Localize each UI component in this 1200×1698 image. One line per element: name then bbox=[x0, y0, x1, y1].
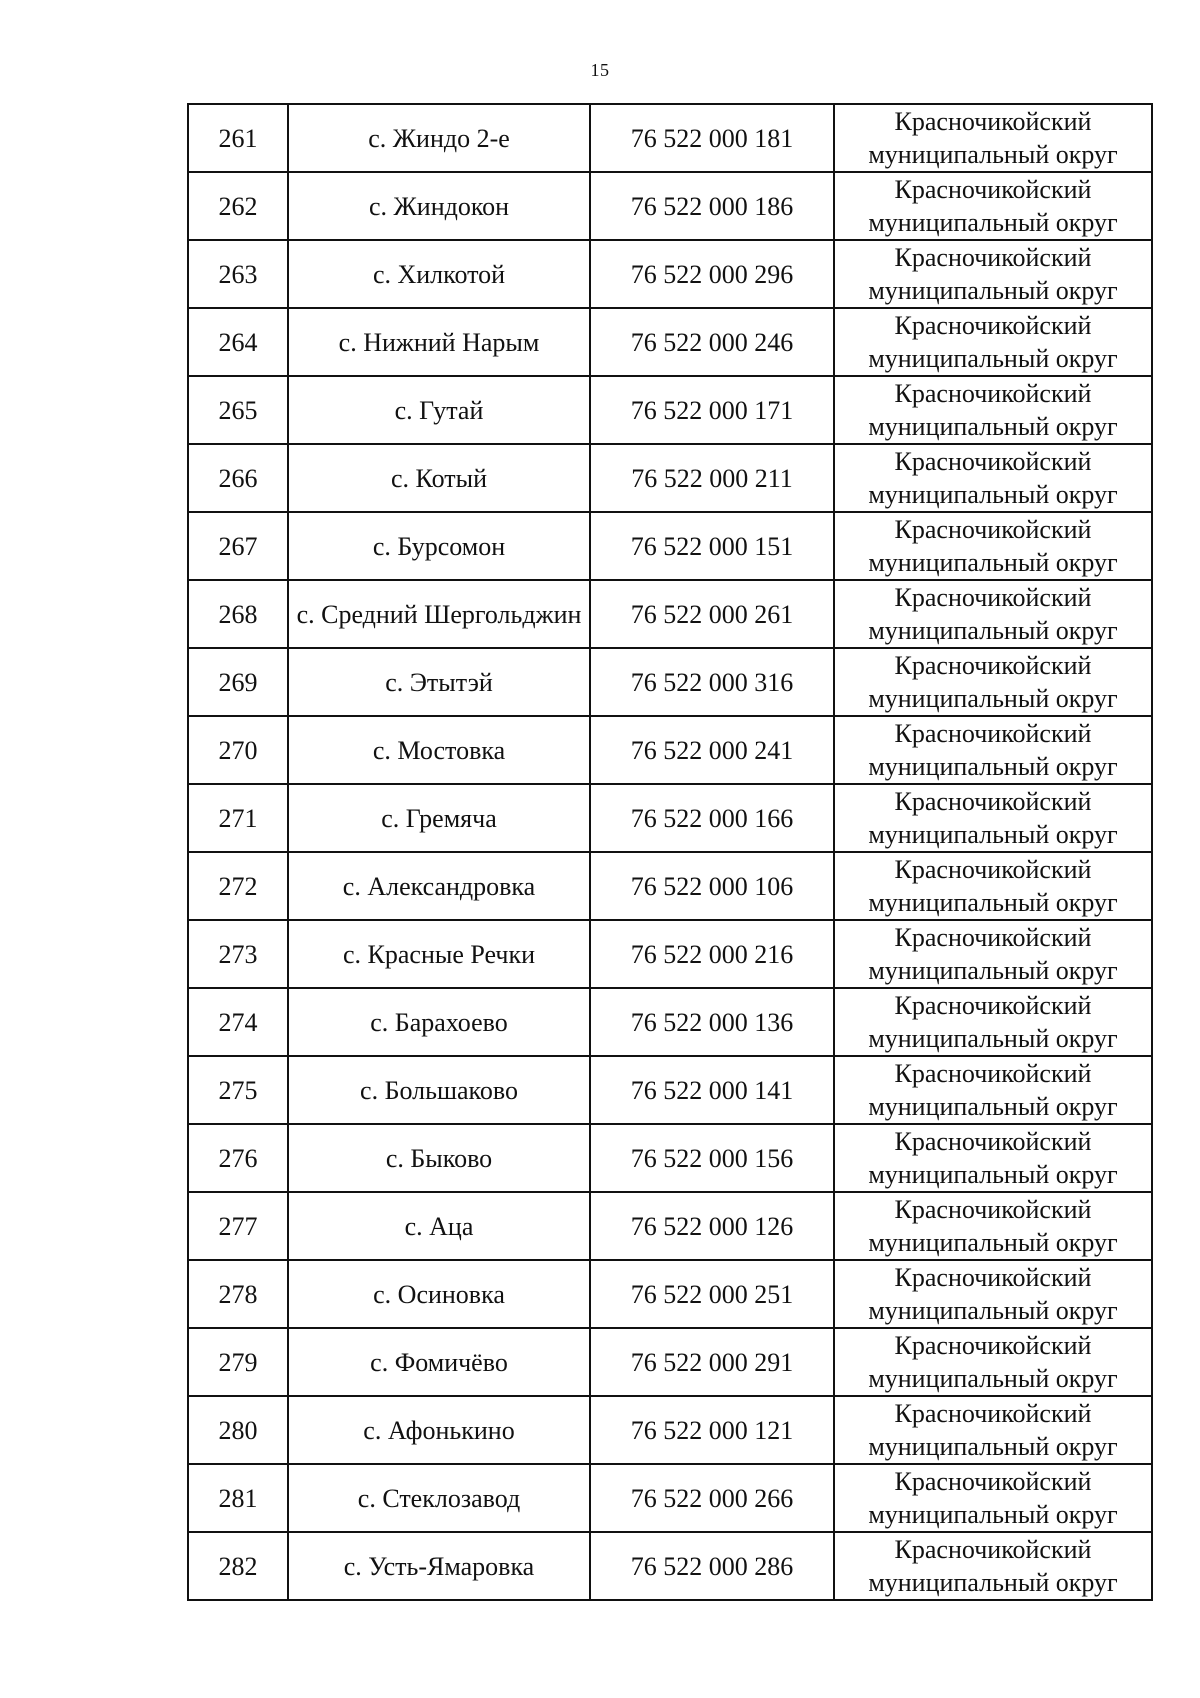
district-type-line: муниципальный округ bbox=[868, 616, 1118, 645]
settlement-name-cell: с. Быково bbox=[288, 1124, 590, 1192]
district-name-line: Красночикойский bbox=[894, 1331, 1092, 1360]
district-type-line: муниципальный округ bbox=[868, 956, 1118, 985]
row-number-cell: 273 bbox=[188, 920, 288, 988]
municipal-district-cell bbox=[834, 1532, 1152, 1600]
row-number-cell: 261 bbox=[188, 104, 288, 172]
table-row bbox=[188, 172, 1152, 240]
settlement-name-cell: с. Средний Шергольджин bbox=[288, 580, 590, 648]
settlement-name-cell: с. Гутай bbox=[288, 376, 590, 444]
municipal-district-cell bbox=[834, 1396, 1152, 1464]
district-type-line: муниципальный округ bbox=[868, 1160, 1118, 1189]
table-row bbox=[188, 852, 1152, 920]
oktmo-code-cell: 76 522 000 296 bbox=[590, 240, 834, 308]
settlement-name-cell: с. Аца bbox=[288, 1192, 590, 1260]
settlement-name-cell: с. Этытэй bbox=[288, 648, 590, 716]
district-type-line: муниципальный округ bbox=[868, 1500, 1118, 1529]
row-number-cell: 276 bbox=[188, 1124, 288, 1192]
oktmo-code-cell: 76 522 000 251 bbox=[590, 1260, 834, 1328]
table-row bbox=[188, 1464, 1152, 1532]
municipal-district-cell bbox=[834, 172, 1152, 240]
oktmo-code-cell: 76 522 000 286 bbox=[590, 1532, 834, 1600]
oktmo-code-cell: 76 522 000 121 bbox=[590, 1396, 834, 1464]
table-row bbox=[188, 1532, 1152, 1600]
district-type-line: муниципальный округ bbox=[868, 1228, 1118, 1257]
district-name-line: Красночикойский bbox=[894, 175, 1092, 204]
settlement-name-cell: с. Котый bbox=[288, 444, 590, 512]
table-row bbox=[188, 1124, 1152, 1192]
municipal-district-cell bbox=[834, 784, 1152, 852]
district-name-line: Красночикойский bbox=[894, 1195, 1092, 1224]
settlement-name-cell: с. Усть-Ямаровка bbox=[288, 1532, 590, 1600]
municipal-district-cell bbox=[834, 1056, 1152, 1124]
district-type-line: муниципальный округ bbox=[868, 888, 1118, 917]
row-number-cell: 270 bbox=[188, 716, 288, 784]
oktmo-code-cell: 76 522 000 171 bbox=[590, 376, 834, 444]
row-number-cell: 282 bbox=[188, 1532, 288, 1600]
district-name-line: Красночикойский bbox=[894, 107, 1092, 136]
settlement-name-cell: с. Жиндокон bbox=[288, 172, 590, 240]
district-name-line: Красночикойский bbox=[894, 991, 1092, 1020]
district-name-line: Красночикойский bbox=[894, 651, 1092, 680]
oktmo-code-cell: 76 522 000 141 bbox=[590, 1056, 834, 1124]
district-type-line: муниципальный округ bbox=[868, 208, 1118, 237]
oktmo-code-cell: 76 522 000 316 bbox=[590, 648, 834, 716]
table-row bbox=[188, 716, 1152, 784]
table-row bbox=[188, 784, 1152, 852]
settlement-name-cell: с. Красные Речки bbox=[288, 920, 590, 988]
municipal-district-cell bbox=[834, 240, 1152, 308]
district-name-line: Красночикойский bbox=[894, 1535, 1092, 1564]
row-number-cell: 278 bbox=[188, 1260, 288, 1328]
row-number-cell: 268 bbox=[188, 580, 288, 648]
municipal-district-cell bbox=[834, 512, 1152, 580]
row-number-cell: 279 bbox=[188, 1328, 288, 1396]
district-type-line: муниципальный округ bbox=[868, 1296, 1118, 1325]
district-type-line: муниципальный округ bbox=[868, 1568, 1118, 1597]
table-row bbox=[188, 1056, 1152, 1124]
settlement-name-cell: с. Барахоево bbox=[288, 988, 590, 1056]
oktmo-code-cell: 76 522 000 246 bbox=[590, 308, 834, 376]
settlement-name-cell: с. Фомичёво bbox=[288, 1328, 590, 1396]
district-name-line: Красночикойский bbox=[894, 447, 1092, 476]
district-type-line: муниципальный округ bbox=[868, 1092, 1118, 1121]
table-row bbox=[188, 444, 1152, 512]
page-number: 15 bbox=[590, 60, 610, 80]
district-type-line: муниципальный округ bbox=[868, 412, 1118, 441]
district-name-line: Красночикойский bbox=[894, 515, 1092, 544]
oktmo-code-cell: 76 522 000 166 bbox=[590, 784, 834, 852]
municipal-district-cell bbox=[834, 1328, 1152, 1396]
oktmo-code-cell: 76 522 000 291 bbox=[590, 1328, 834, 1396]
settlement-name-cell: с. Стеклозавод bbox=[288, 1464, 590, 1532]
oktmo-code-cell: 76 522 000 151 bbox=[590, 512, 834, 580]
municipal-district-cell bbox=[834, 444, 1152, 512]
municipal-district-cell bbox=[834, 988, 1152, 1056]
row-number-cell: 269 bbox=[188, 648, 288, 716]
table-row bbox=[188, 104, 1152, 172]
table-row bbox=[188, 376, 1152, 444]
settlement-name-cell: с. Александровка bbox=[288, 852, 590, 920]
row-number-cell: 265 bbox=[188, 376, 288, 444]
municipal-district-cell bbox=[834, 308, 1152, 376]
table-row bbox=[188, 240, 1152, 308]
table-row bbox=[188, 308, 1152, 376]
oktmo-code-cell: 76 522 000 216 bbox=[590, 920, 834, 988]
district-type-line: муниципальный округ bbox=[868, 344, 1118, 373]
municipal-district-cell bbox=[834, 1464, 1152, 1532]
municipal-district-cell bbox=[834, 580, 1152, 648]
district-type-line: муниципальный округ bbox=[868, 684, 1118, 713]
municipal-district-cell bbox=[834, 648, 1152, 716]
district-name-line: Красночикойский bbox=[894, 1399, 1092, 1428]
settlements-table bbox=[187, 103, 1153, 1601]
row-number-cell: 275 bbox=[188, 1056, 288, 1124]
row-number-cell: 277 bbox=[188, 1192, 288, 1260]
district-type-line: муниципальный округ bbox=[868, 1364, 1118, 1393]
table-row bbox=[188, 988, 1152, 1056]
row-number-cell: 262 bbox=[188, 172, 288, 240]
row-number-cell: 264 bbox=[188, 308, 288, 376]
oktmo-code-cell: 76 522 000 261 bbox=[590, 580, 834, 648]
district-type-line: муниципальный округ bbox=[868, 1432, 1118, 1461]
oktmo-code-cell: 76 522 000 211 bbox=[590, 444, 834, 512]
oktmo-code-cell: 76 522 000 136 bbox=[590, 988, 834, 1056]
row-number-cell: 274 bbox=[188, 988, 288, 1056]
settlement-name-cell: с. Нижний Нарым bbox=[288, 308, 590, 376]
settlement-name-cell: с. Большаково bbox=[288, 1056, 590, 1124]
district-name-line: Красночикойский bbox=[894, 1263, 1092, 1292]
oktmo-code-cell: 76 522 000 186 bbox=[590, 172, 834, 240]
municipal-district-cell bbox=[834, 104, 1152, 172]
district-name-line: Красночикойский bbox=[894, 787, 1092, 816]
district-name-line: Красночикойский bbox=[894, 1059, 1092, 1088]
row-number-cell: 266 bbox=[188, 444, 288, 512]
municipal-district-cell bbox=[834, 852, 1152, 920]
row-number-cell: 280 bbox=[188, 1396, 288, 1464]
settlement-name-cell: с. Жиндо 2-е bbox=[288, 104, 590, 172]
row-number-cell: 281 bbox=[188, 1464, 288, 1532]
municipal-district-cell bbox=[834, 1192, 1152, 1260]
oktmo-code-cell: 76 522 000 181 bbox=[590, 104, 834, 172]
district-type-line: муниципальный округ bbox=[868, 752, 1118, 781]
settlement-name-cell: с. Осиновка bbox=[288, 1260, 590, 1328]
settlement-name-cell: с. Хилкотой bbox=[288, 240, 590, 308]
municipal-district-cell bbox=[834, 920, 1152, 988]
district-type-line: муниципальный округ bbox=[868, 820, 1118, 849]
municipal-district-cell bbox=[834, 1124, 1152, 1192]
district-type-line: муниципальный округ bbox=[868, 276, 1118, 305]
district-name-line: Красночикойский bbox=[894, 719, 1092, 748]
table-row bbox=[188, 512, 1152, 580]
district-type-line: муниципальный округ bbox=[868, 548, 1118, 577]
district-name-line: Красночикойский bbox=[894, 923, 1092, 952]
district-name-line: Красночикойский bbox=[894, 1127, 1092, 1156]
district-name-line: Красночикойский bbox=[894, 243, 1092, 272]
oktmo-code-cell: 76 522 000 241 bbox=[590, 716, 834, 784]
row-number-cell: 267 bbox=[188, 512, 288, 580]
oktmo-code-cell: 76 522 000 126 bbox=[590, 1192, 834, 1260]
row-number-cell: 271 bbox=[188, 784, 288, 852]
table-row bbox=[188, 1328, 1152, 1396]
table-row bbox=[188, 1260, 1152, 1328]
municipal-district-cell bbox=[834, 1260, 1152, 1328]
oktmo-code-cell: 76 522 000 266 bbox=[590, 1464, 834, 1532]
district-name-line: Красночикойский bbox=[894, 583, 1092, 612]
row-number-cell: 263 bbox=[188, 240, 288, 308]
table-row bbox=[188, 648, 1152, 716]
oktmo-code-cell: 76 522 000 156 bbox=[590, 1124, 834, 1192]
oktmo-code-cell: 76 522 000 106 bbox=[590, 852, 834, 920]
district-name-line: Красночикойский bbox=[894, 379, 1092, 408]
settlement-name-cell: с. Афонькино bbox=[288, 1396, 590, 1464]
municipal-district-cell bbox=[834, 376, 1152, 444]
table-row bbox=[188, 1192, 1152, 1260]
settlement-name-cell: с. Мостовка bbox=[288, 716, 590, 784]
table-body bbox=[188, 104, 1152, 1600]
table-row bbox=[188, 920, 1152, 988]
district-name-line: Красночикойский bbox=[894, 1467, 1092, 1496]
settlement-name-cell: с. Гремяча bbox=[288, 784, 590, 852]
settlement-name-cell: с. Бурсомон bbox=[288, 512, 590, 580]
table-row bbox=[188, 1396, 1152, 1464]
district-type-line: муниципальный округ bbox=[868, 1024, 1118, 1053]
district-name-line: Красночикойский bbox=[894, 311, 1092, 340]
table-row bbox=[188, 580, 1152, 648]
district-type-line: муниципальный округ bbox=[868, 140, 1118, 169]
municipal-district-cell bbox=[834, 716, 1152, 784]
district-type-line: муниципальный округ bbox=[868, 480, 1118, 509]
row-number-cell: 272 bbox=[188, 852, 288, 920]
district-name-line: Красночикойский bbox=[894, 855, 1092, 884]
